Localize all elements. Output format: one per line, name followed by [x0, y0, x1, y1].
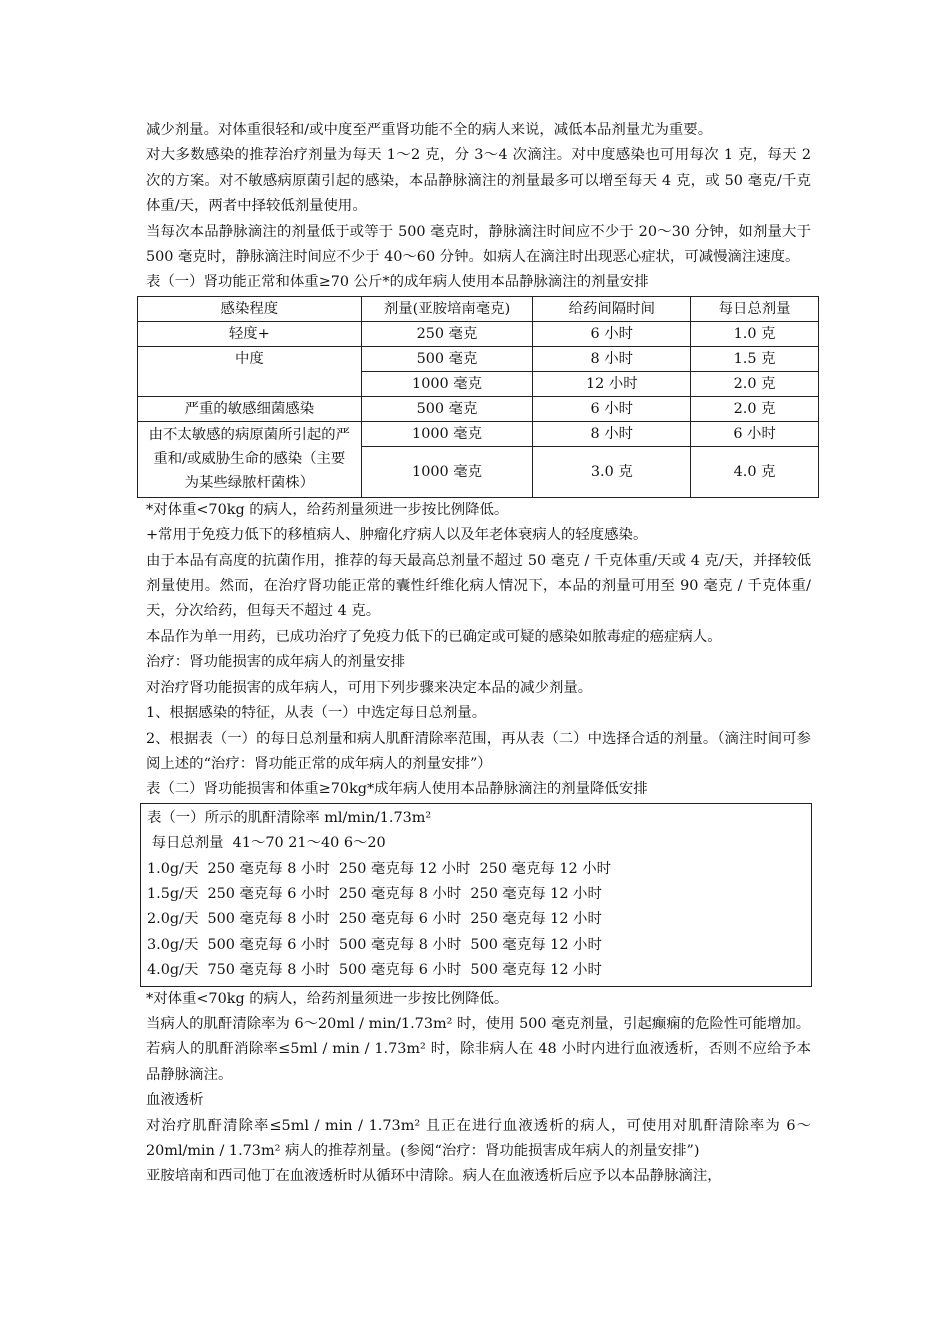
severity-cell: 中度	[138, 346, 362, 396]
paragraph: 对大多数感染的推荐治疗剂量为每天 1～2 克，分 3～4 次滴注。对中度感染也可用每次 1 克，每天 2 次的方案。对不敏感病原菌引起的感染，本品静脉滴注的剂量最多可以增至每天 4 克，或 50 毫克/千克体重/天，两者中择较低剂量使用。	[146, 147, 811, 215]
paragraph: 亚胺培南和西司他丁在血液透析时从循环中清除。病人在血液透析后应予以本品静脉滴注，	[146, 1168, 722, 1185]
table2-caption: 表（二）肾功能损害和体重≥70kg*成年病人使用本品静脉滴注的剂量降低安排	[146, 781, 648, 798]
table-header-cell: 每日总剂量	[691, 296, 819, 321]
total-cell: 2.0 克	[691, 371, 819, 396]
interval-cell: 6 小时	[533, 396, 691, 421]
table-header-cell: 给药间隔时间	[533, 296, 691, 321]
interval-cell: 8 小时	[533, 346, 691, 371]
dosage-table-renal-impairment	[140, 803, 812, 987]
dose-cell: 500 毫克	[361, 346, 533, 371]
table2-line: 2.0g/天 500 毫克每 8 小时 250 毫克每 6 小时 250 毫克每 12 小时	[147, 911, 602, 928]
table-header-cell: 剂量(亚胺培南毫克)	[361, 296, 533, 321]
footnote: *对体重<70kg 的病人，给药剂量须进一步按比例降低。	[146, 501, 509, 518]
table-row	[138, 346, 819, 371]
dose-cell: 250 毫克	[361, 321, 533, 346]
section-heading: 血液透析	[146, 1092, 204, 1109]
paragraph: 当每次本品静脉滴注的剂量低于或等于 500 毫克时，静脉滴注时间应不少于 20～30 分钟，如剂量大于 500 毫克时，静脉滴注时间应不少于 40～60 分钟。如病人在滴注时出现恶心症状，可减慢滴注速度。	[146, 223, 811, 266]
table2-line: 1.5g/天 250 毫克每 6 小时 250 毫克每 8 小时 250 毫克每 12 小时	[147, 885, 602, 902]
table1-caption: 表（一）肾功能正常和体重≥70 公斤*的成年病人使用本品静脉滴注的剂量安排	[146, 274, 649, 291]
paragraph: 当病人的肌酐清除率为 6～20ml / min/1.73m² 时，使用 500 毫克剂量，引起癫痫的危险性可能增加。	[146, 1015, 811, 1032]
document-page	[146, 118, 811, 1190]
table-header-row	[138, 296, 819, 321]
severity-cell: 轻度+	[138, 321, 362, 346]
table2-line: 1.0g/天 250 毫克每 8 小时 250 毫克每 12 小时 250 毫克每 12 小时	[147, 860, 611, 877]
paragraph: 减少剂量。对体重很轻和/或中度至严重肾功能不全的病人来说，减低本品剂量尤为重要。	[146, 122, 713, 138]
total-cell: 1.0 克	[691, 321, 819, 346]
table2-line: 3.0g/天 500 毫克每 6 小时 500 毫克每 8 小时 500 毫克每 12 小时	[147, 936, 602, 953]
footnote: +常用于免疫力低下的移植病人、肿瘤化疗病人以及年老体衰病人的轻度感染。	[146, 527, 648, 544]
total-cell: 1.5 克	[691, 346, 819, 371]
dose-cell: 1000 毫克	[361, 421, 533, 446]
interval-cell: 6 小时	[533, 321, 691, 346]
interval-cell: 8 小时	[533, 421, 691, 446]
total-cell: 4.0 克	[691, 446, 819, 497]
paragraph: 2、根据表（一）的每日总剂量和病人肌酐清除率范围，再从表（二）中选择合适的剂量。（滴注时间可参阅上述的“治疗：肾功能正常的成年病人的剂量安排”）	[146, 730, 811, 772]
paragraph: 由于本品有高度的抗菌作用，推荐的每天最高总剂量不超过 50 毫克 / 千克体重/天或 4 克/天，并择较低剂量使用。然而，在治疗肾功能正常的囊性纤维化病人情况下，本品的剂量可用至 90 毫克 / 千克体重/天，分次给药，但每天不超过 4 克。	[146, 552, 811, 620]
table2-line: 4.0g/天 750 毫克每 8 小时 500 毫克每 6 小时 500 毫克每 12 小时	[147, 962, 602, 979]
section-heading: 治疗：肾功能损害的成年病人的剂量安排	[146, 654, 406, 671]
dose-cell: 1000 毫克	[361, 446, 533, 497]
total-cell: 2.0 克	[691, 396, 819, 421]
severity-cell: 由不太敏感的病原菌所引起的严重和/或威胁生命的感染（主要为某些绿脓杆菌株）	[138, 421, 362, 497]
table2-line: 表（一）所示的肌酐清除率 ml/min/1.73m²	[147, 809, 432, 826]
table-row	[138, 396, 819, 421]
paragraph: 若病人的肌酐消除率≤5ml / min / 1.73m² 时，除非病人在 48 小时内进行血液透析，否则不应给予本品静脉滴注。	[146, 1041, 811, 1083]
paragraph: 1、根据感染的特征，从表（一）中选定每日总剂量。	[146, 705, 487, 722]
table-row	[138, 321, 819, 346]
paragraph: 本品作为单一用药，已成功治疗了免疫力低下的已确定或可疑的感染如脓毒症的癌症病人。	[146, 628, 722, 645]
footnote: *对体重<70kg 的病人，给药剂量须进一步按比例降低。	[146, 990, 509, 1007]
paragraph: 对治疗肾功能损害的成年病人，可用下列步骤来决定本品的减少剂量。	[146, 679, 593, 696]
total-cell: 6 小时	[691, 421, 819, 446]
severity-cell: 严重的敏感细菌感染	[138, 396, 362, 421]
interval-cell: 3.0 克	[533, 446, 691, 497]
dose-cell: 500 毫克	[361, 396, 533, 421]
interval-cell: 12 小时	[533, 371, 691, 396]
table-row	[138, 421, 819, 446]
table2-line: 每日总剂量 41～70 21～40 6～20	[147, 835, 386, 852]
paragraph: 对治疗肌酐清除率≤5ml / min / 1.73m² 且正在进行血液透析的病人，可使用对肌酐清除率为 6～20ml/min / 1.73m² 病人的推荐剂量。(参阅“治疗：肾功能损害成年病人的剂量安排”)	[146, 1117, 811, 1159]
dosage-table-normal-renal	[137, 296, 819, 498]
table-header-cell: 感染程度	[138, 296, 362, 321]
dose-cell: 1000 毫克	[361, 371, 533, 396]
